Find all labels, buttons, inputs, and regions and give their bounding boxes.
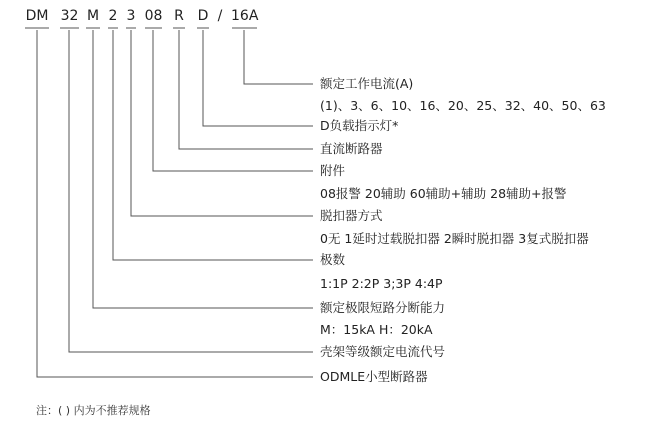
code-load: D [197,8,209,24]
label-capacity-values: M：15kA H：20kA [320,322,433,337]
code-slash: / [217,8,223,24]
code-prefix: DM [25,8,49,24]
leader-load [203,30,313,126]
label-accessory-values: 08报警 20辅助 60辅助+辅助 28辅助+报警 [320,186,567,201]
label-rated-current-title: 额定工作电流(A) [320,76,414,91]
label-poles-values: 1:1P 2:2P 3;3P 4:4P [320,276,443,291]
leader-series [37,30,313,377]
label-load-indicator: D负载指示灯* [320,118,399,133]
code-poles: 2 [108,8,118,24]
label-release-values: 0无 1延时过载脱扣器 2瞬时脱扣器 3复式脱扣器 [320,231,589,246]
code-accessory: 08 [144,8,163,24]
label-series: ODMLE小型断路器 [320,369,428,384]
label-poles-title: 极数 [320,252,346,267]
leader-poles [113,30,313,260]
label-capacity-title: 额定极限短路分断能力 [320,300,446,315]
label-frame-title: 壳架等级额定电流代号 [320,344,446,359]
code-release: 3 [126,8,136,24]
code-dc: R [174,8,184,24]
leader-release [131,30,313,216]
leader-accessory [153,30,313,171]
label-rated-current-values: (1)、3、6、10、16、20、25、32、40、50、63 [320,98,606,113]
code-current: 16A [231,8,259,24]
label-release-title: 脱扣器方式 [320,208,383,223]
label-accessory-title: 附件 [320,163,346,178]
label-dc-breaker: 直流断路器 [320,141,383,156]
leader-current [244,30,313,84]
leader-dc [179,30,313,149]
code-frame: 32 [60,8,79,24]
leader-frame [69,30,313,352]
code-capacity: M [86,8,100,24]
footnote: 注：( ) 内为不推荐规格 [36,404,151,417]
